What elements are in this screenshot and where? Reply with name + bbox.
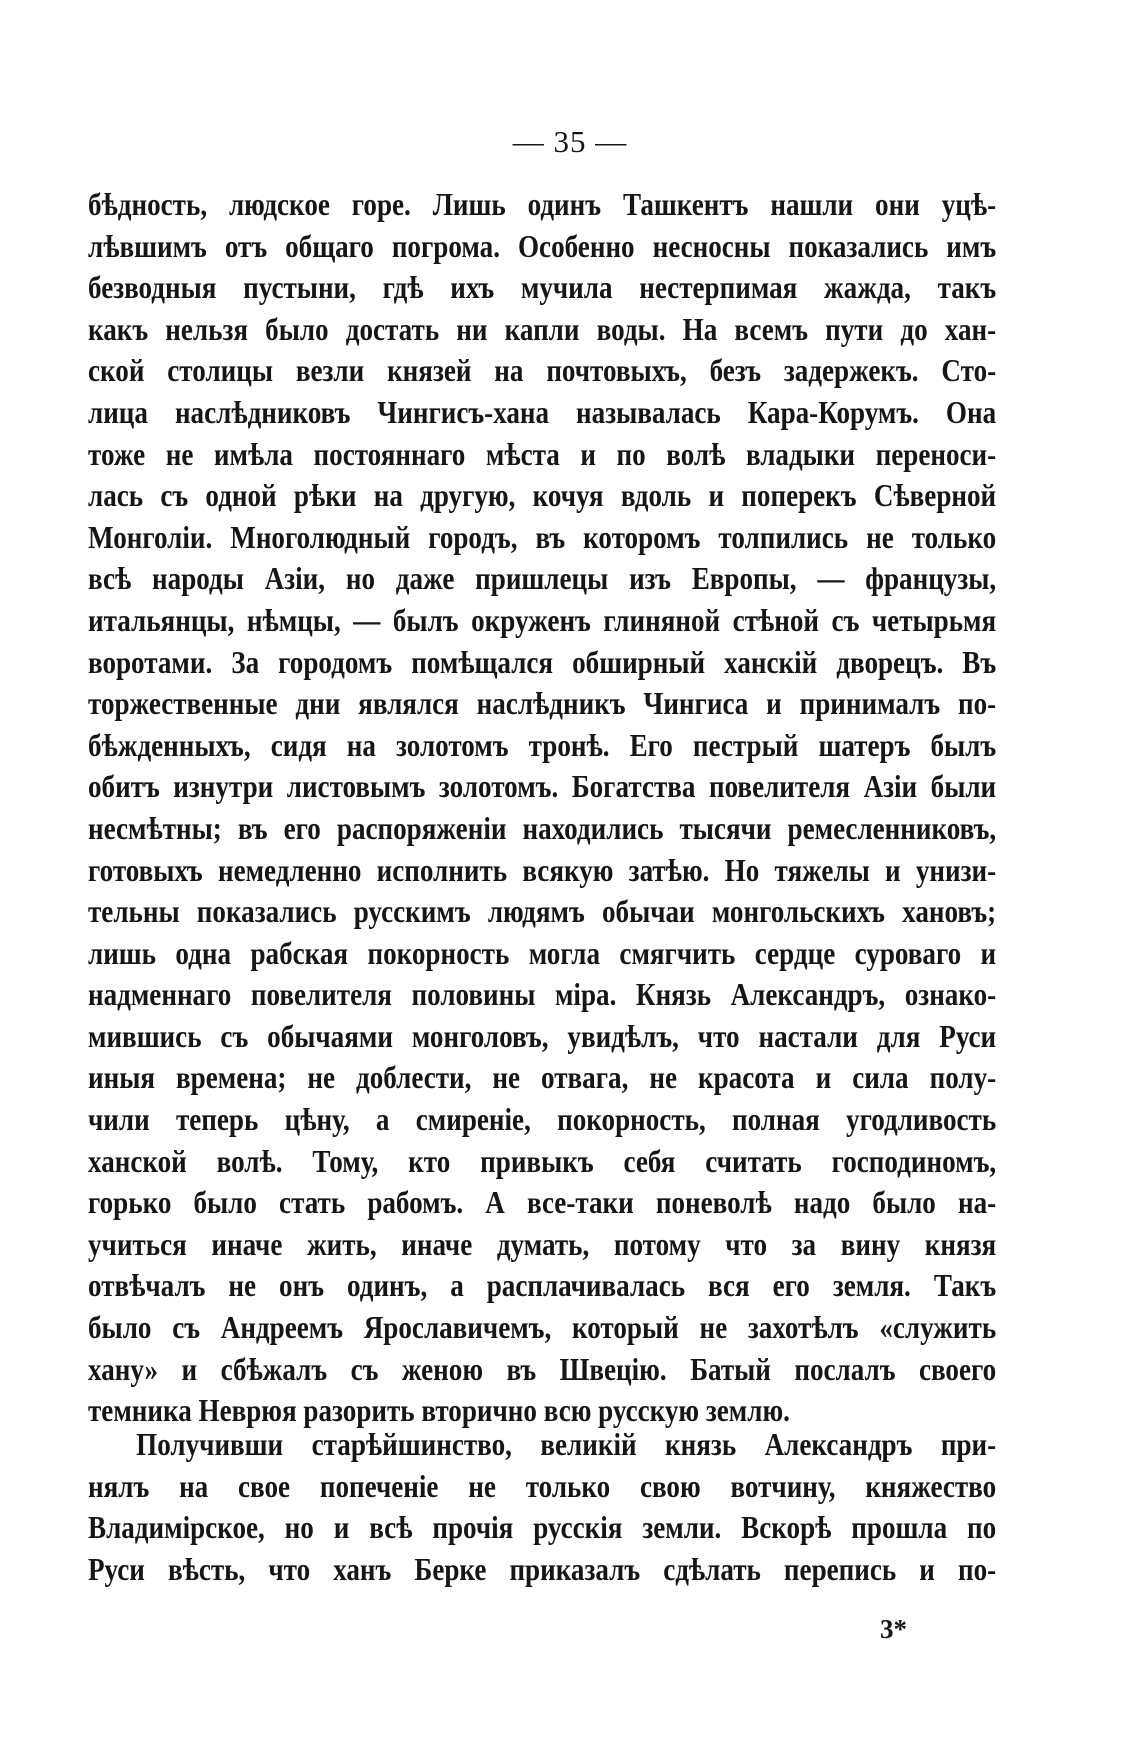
page-number: — 35 — [512,124,628,159]
text-line: учиться иначе жить, иначе думать, потому что за вину князя [88,1226,997,1262]
text-line: лишь одна рабская покорность могла смягчить сердце суроваго и [88,935,997,971]
text-line: лась съ одной рѣки на другую, кочуя вдоль и поперекъ Сѣверной [88,478,997,514]
paragraph-1 [88,184,996,1432]
text-line: Получивши старѣйшинство, великій князь Александръ при- [136,1427,997,1462]
text-line: какъ нельзя было достать ни капли воды. На всемъ пути до хан- [88,311,997,347]
text-line: безводныя пустыни, гдѣ ихъ мучила нестерпимая жажда, такъ [88,270,997,306]
text-line: бѣдность, людское горе. Лишь одинъ Ташкентъ нашли они уцѣ- [88,187,997,222]
signature-mark: 3* [880,1614,907,1644]
text-line: обитъ изнутри листовымъ золотомъ. Богатства повелителя Азіи были [88,769,997,805]
text-line: иныя времена; не доблести, не отвага, не красота и сила полу- [88,1060,997,1096]
text-line: отвѣчалъ не онъ одинъ, а расплачивалась вся его земля. Такъ [88,1268,997,1304]
text-line: воротами. За городомъ помѣщался обширный ханскій дворецъ. Въ [88,644,997,680]
text-line: тоже не имѣла постояннаго мѣста и по волѣ владыки переноси- [88,436,997,472]
text-line: ской столицы везли князей на почтовыхъ, безъ задержекъ. Сто- [88,353,997,389]
text-line: было съ Андреемъ Ярославичемъ, который не захотѣлъ «служить [88,1310,997,1346]
text-line: всѣ народы Азіи, но даже пришлецы изъ Европы, — французы, [88,561,997,597]
text-line: чили теперь цѣну, а смиреніе, покорность, полная угодливость [88,1102,997,1138]
text-line: надменнаго повелителя половины міра. Князь Александръ, ознако- [88,977,997,1013]
text-line: лѣвшимъ отъ общаго погрома. Особенно несносны показались имъ [88,228,997,264]
paragraph-2 [88,1424,996,1590]
text-line: итальянцы, нѣмцы, — былъ окруженъ глиняной стѣной съ четырьмя [88,602,997,638]
text-line: лица наслѣдниковъ Чингисъ-хана называлась Кара-Корумъ. Она [88,394,997,430]
text-line: нялъ на свое попеченіе не только свою вотчину, княжество [88,1468,997,1504]
text-line: Монголіи. Многолюдный городъ, въ которомъ толпились не только [88,519,997,555]
text-line: ханской волѣ. Тому, кто привыкъ себя считать господиномъ, [88,1143,997,1179]
text-line: темника Неврюя разорить вторично всю русскую землю. [88,1393,790,1429]
text-line: Владимірское, но и всѣ прочія русскія земли. Вскорѣ прошла по [88,1510,997,1546]
text-line: Руси вѣсть, что ханъ Берке приказалъ сдѣлать перепись и по- [88,1551,997,1587]
text-line: бѣжденныхъ, сидя на золотомъ тронѣ. Его пестрый шатеръ былъ [88,727,997,763]
text-line: торжественные дни являлся наслѣдникъ Чингиса и принималъ по- [88,686,997,722]
text-line: тельны показались русскимъ людямъ обычаи монгольскихъ хановъ; [88,894,997,930]
text-line: несмѣтны; въ его распоряженіи находились тысячи ремесленниковъ, [88,810,997,846]
text-line: готовыхъ немедленно исполнить всякую затѣю. Но тяжелы и унизи- [88,852,997,888]
text-line: мившись съ обычаями монголовъ, увидѣлъ, что настали для Руси [88,1018,997,1054]
text-line: горько было стать рабомъ. А все-таки поневолѣ надо было на- [88,1185,997,1221]
text-line: хану» и сбѣжалъ съ женою въ Швецію. Батый послалъ своего [88,1351,997,1387]
